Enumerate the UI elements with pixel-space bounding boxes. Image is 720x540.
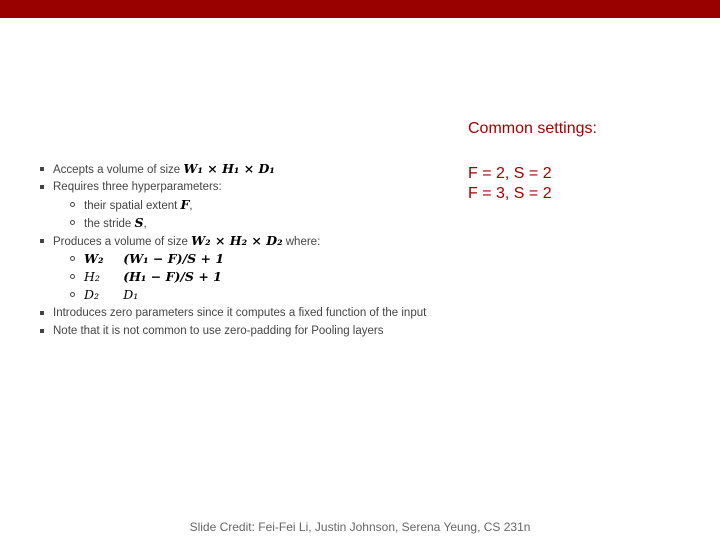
bullet-output-volume — [38, 232, 458, 250]
bullet-zero-parameters — [38, 304, 458, 322]
bullet-hyperparameters — [38, 178, 458, 196]
pooling-description — [38, 160, 458, 340]
math-w2-formula: (W₁ − F)/S + 1 — [123, 251, 225, 266]
math-d1: D₁ — [123, 287, 139, 302]
sub-bullet-text: their spatial extent — [84, 200, 178, 212]
bullet-text: Note that it is not common to use zero-padding for Pooling layers — [53, 325, 384, 337]
bullet-text: Introduces zero parameters since it computes a fixed function of the input — [53, 307, 427, 319]
bullet-zero-padding-note — [38, 322, 458, 340]
setting-line: F = 2, S = 2 — [468, 165, 552, 182]
sub-bullet-w2 — [38, 250, 458, 268]
math-output-size: W₂ × H₂ × D₂ — [191, 233, 283, 248]
sub-bullet-h2 — [38, 268, 458, 286]
math-s: S — [134, 215, 144, 230]
bullet-input-volume — [38, 160, 458, 178]
bullet-text: Produces a volume of size — [53, 236, 188, 248]
math-h2-formula: (H₁ − F)/S + 1 — [123, 269, 222, 284]
sub-bullet-stride — [38, 214, 458, 232]
common-settings-title: Common settings: — [468, 120, 597, 137]
math-d2: D₂ — [84, 287, 100, 302]
bullet-text: Accepts a volume of size — [53, 164, 181, 176]
setting-line: F = 3, S = 2 — [468, 185, 552, 202]
math-w2: W₂ — [84, 251, 104, 266]
sub-bullet-d2 — [38, 286, 458, 304]
math-f: F — [180, 197, 190, 212]
common-settings-list — [468, 164, 552, 204]
sub-bullet-end: , — [143, 218, 147, 230]
top-accent-bar — [0, 0, 720, 18]
bullet-text-end: where: — [285, 236, 321, 248]
bullet-text: Requires three hyperparameters: — [53, 181, 222, 193]
sub-bullet-end: , — [189, 200, 193, 212]
sub-bullet-text: the stride — [84, 218, 132, 230]
sub-bullet-extent — [38, 196, 458, 214]
slide-credit: Slide Credit: Fei-Fei Li, Justin Johnson, Serena Yeung, CS 231n — [189, 520, 531, 534]
math-h2: H₂ — [84, 269, 100, 284]
math-input-size: W₁ × H₁ × D₁ — [183, 161, 275, 176]
